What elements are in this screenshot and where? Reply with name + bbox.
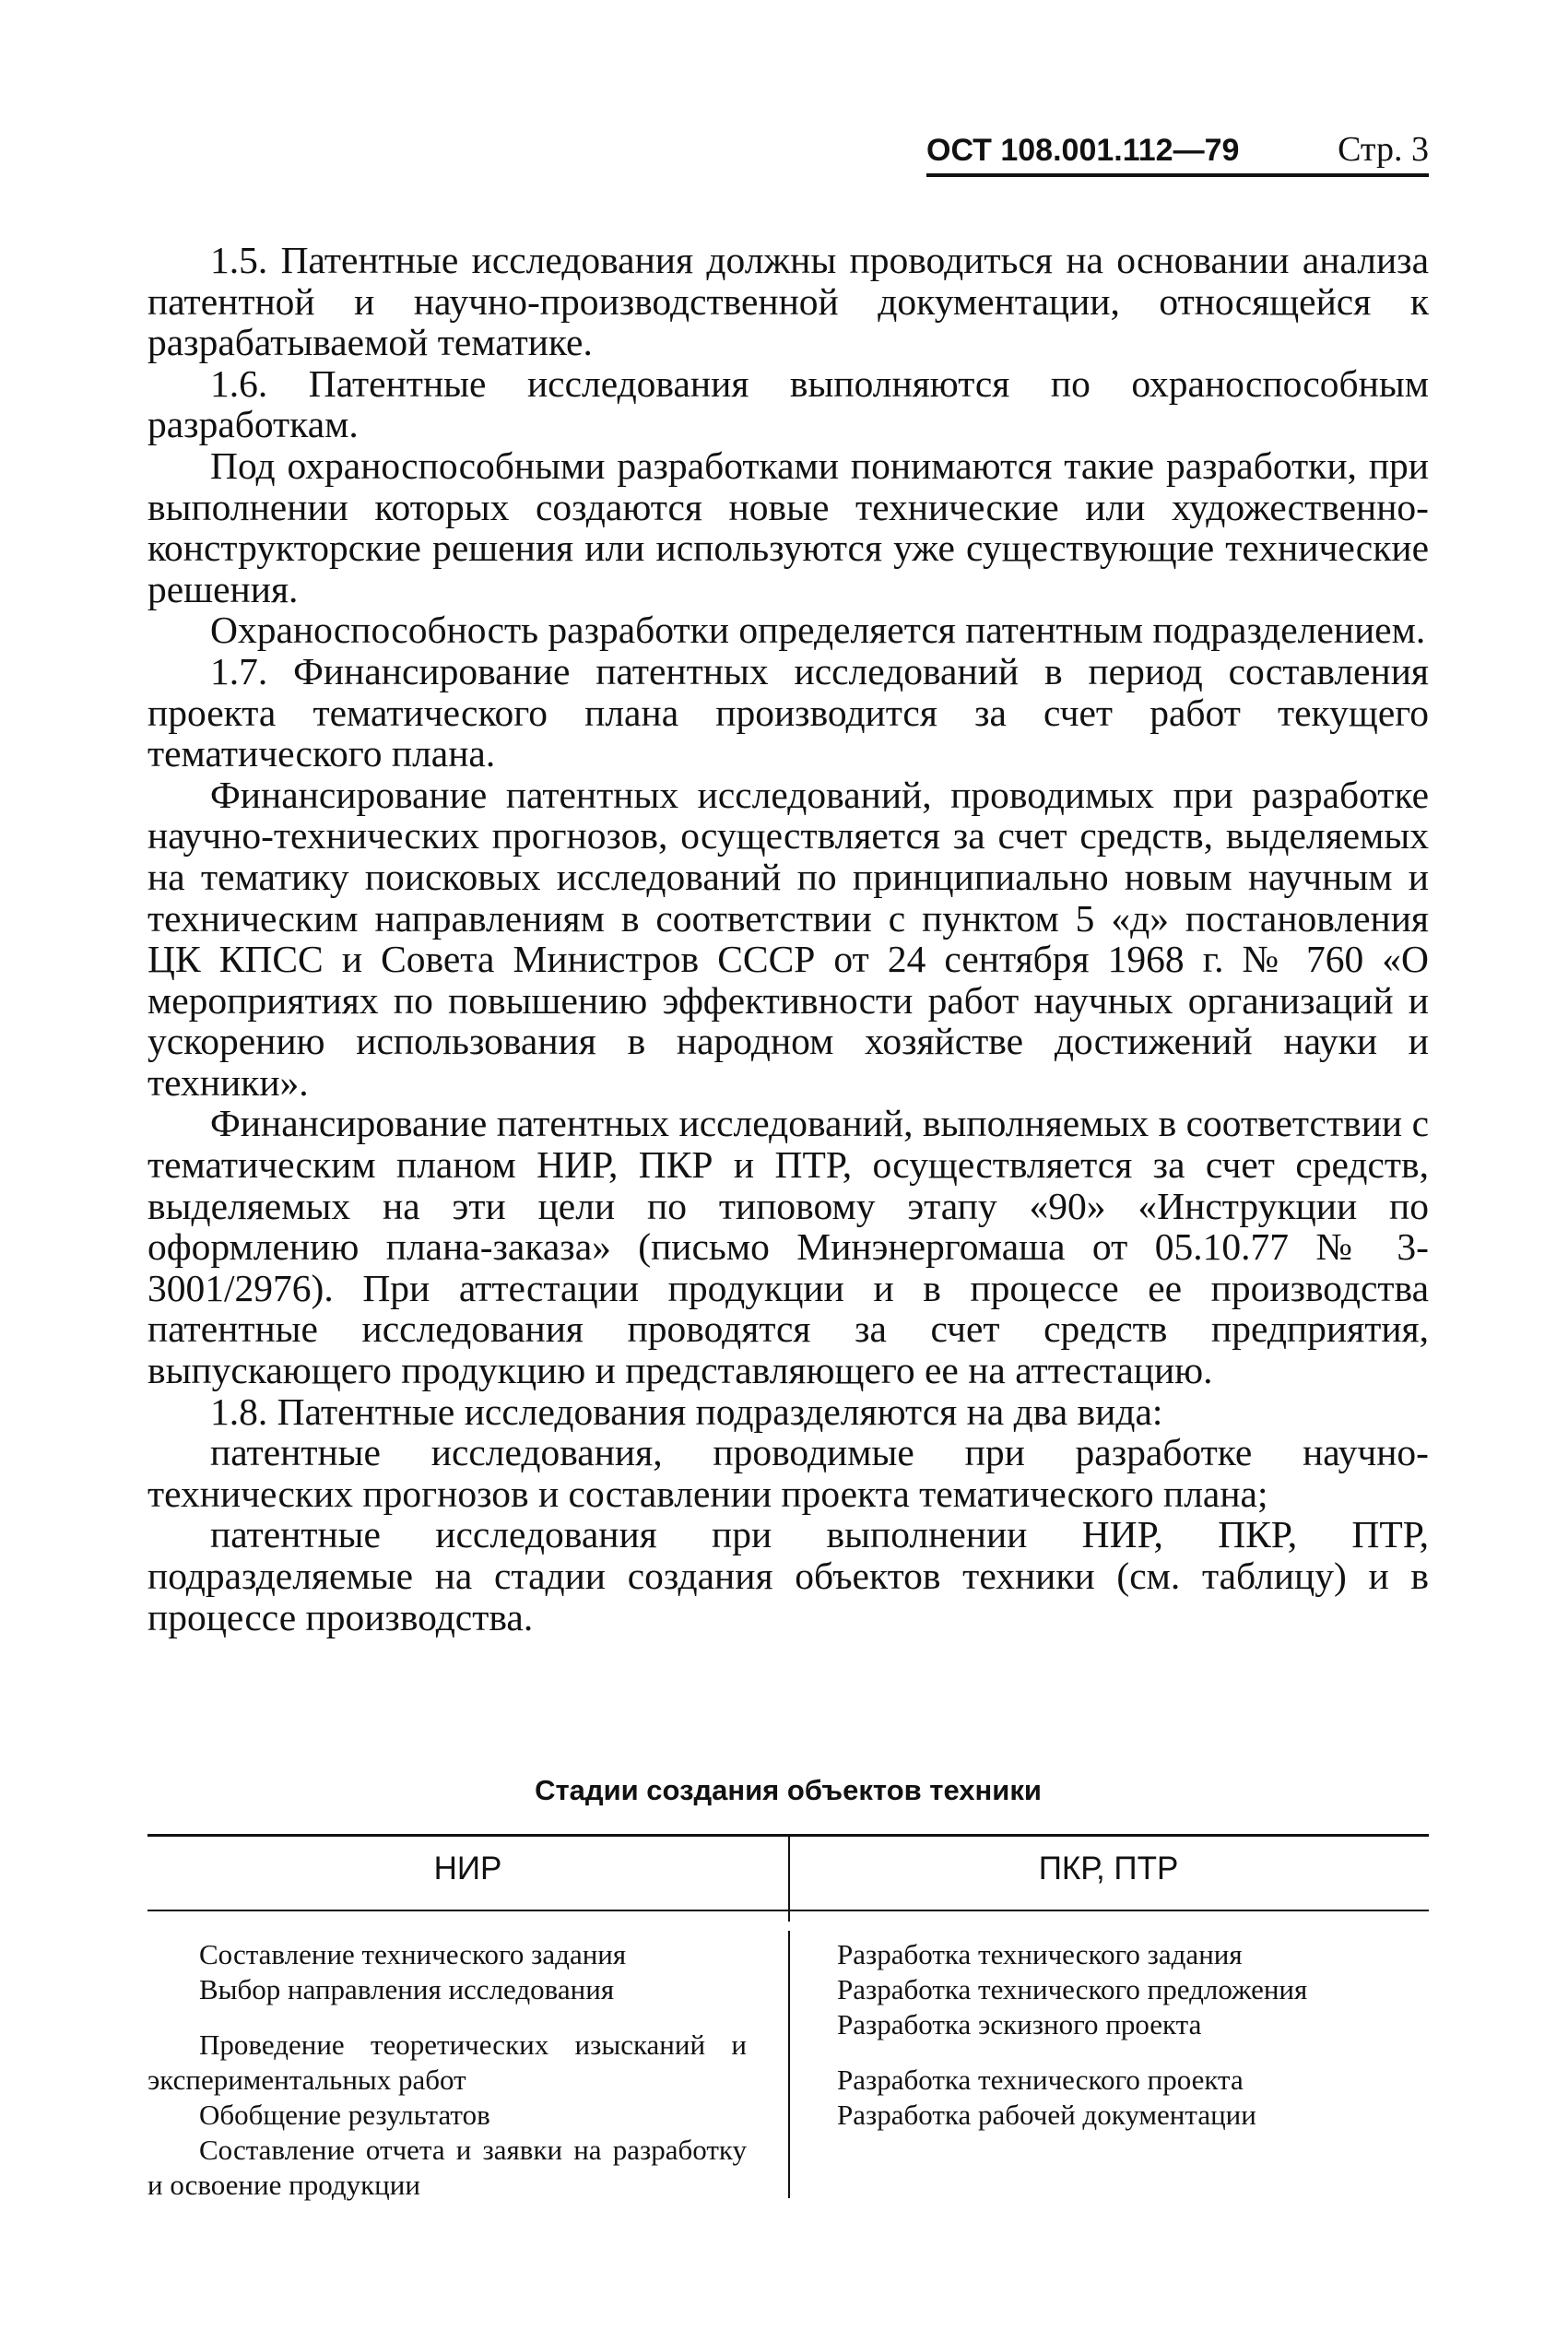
table-body-divider xyxy=(788,1931,790,2198)
pkr-ptr-stage-item: Разработка рабочей документации xyxy=(837,2099,1256,2131)
paragraph-1-5: 1.5. Патентные исследования должны проводиться на основании анализа патентной и научно-производственной документации, относящейся к разрабатываемой тематике. xyxy=(147,239,1429,364)
pkr-ptr-stage-list xyxy=(837,1937,1429,2133)
stages-table xyxy=(147,1834,1429,2203)
paragraph-type-1: патентные исследования, проводимые при разработке научно-технических прогнозов и составлении проекта тематического плана; xyxy=(147,1431,1429,1515)
paragraph-1-7: 1.7. Финансирование патентных исследований в период составления проекта тематического плана производится за счет работ текущего тематического плана. xyxy=(147,649,1429,775)
paragraph-financing-plan: Финансирование патентных исследований, выполняемых в соответствии с тематическим планом НИР, ПКР и ПТР, осуществляется за счет средств, выделяемых на эти цели по типовому этапу «90» «Инструкции по оформлению плана-заказа» (письмо Минэнергомаша от 05.10.77 № 3-3001/2976). При аттестации продукции и в процессе ее производства патентные исследования проводятся за счет средств предприятия, выпускающего продукцию и представляющего ее на аттестацию. xyxy=(147,1102,1429,1392)
paragraph-protectability: Охраноспособность разработки определяется патентным подразделением. xyxy=(210,609,1426,652)
pkr-ptr-stage-item: Разработка эскизного проекта xyxy=(837,2008,1202,2040)
body-text xyxy=(147,240,1429,1638)
pkr-ptr-stage-item: Разработка технического проекта xyxy=(837,2064,1244,2096)
paragraph-financing-forecasts: Финансирование патентных исследований, проводимых при разработке научно-технических прогнозов, осуществляется за счет средств, выделяемых на тематику поисковых исследований по принципиально новым научным и техническим направлениям в соответствии с пунктом 5 «д» постановления ЦК КПСС и Совета Министров СССР от 24 сентября 1968 г. № 760 «О мероприятиях по повышению эффективности работ научных организаций и ускорению использования в народном хозяйстве достижений науки и техники». xyxy=(147,773,1429,1104)
page-number: Стр. 3 xyxy=(1338,130,1429,169)
paragraph-1-8: 1.8. Патентные исследования подразделяются на два вида: xyxy=(210,1390,1163,1433)
nir-stage-item: Обобщение результатов xyxy=(199,2099,490,2131)
document-code: ОСТ 108.001.112—79 xyxy=(926,133,1240,168)
table-title: Стадии создания объектов техники xyxy=(535,1774,1042,1806)
nir-stage-item: Проведение теоретических изысканий и экспериментальных работ xyxy=(147,2028,747,2096)
page-header xyxy=(926,129,1429,177)
column-header-pkr-ptr: ПКР, ПТР xyxy=(1038,1851,1179,1886)
pkr-ptr-stage-item: Разработка технического предложения xyxy=(837,1973,1308,2005)
column-header-nir: НИР xyxy=(433,1851,502,1886)
paragraph-protectable-def: Под охраноспособными разработками понимаются такие разработки, при выполнении которых создаются новые технические или художественно-конструкторские решения или используются уже существующие технические решения. xyxy=(147,444,1429,610)
nir-stage-item: Составление отчета и заявки на разработку и освоение продукции xyxy=(147,2134,747,2201)
nir-stage-item: Выбор направления исследования xyxy=(199,1973,615,2005)
nir-stage-list xyxy=(147,1937,747,2203)
paragraph-1-6: 1.6. Патентные исследования выполняются по охраноспособным разработкам. xyxy=(147,361,1429,446)
paragraph-type-2: патентные исследования при выполнении НИР, ПКР, ПТР, подразделяемые на стадии создания объектов техники (см. таблицу) и в процессе производства. xyxy=(147,1513,1429,1638)
pkr-ptr-stage-item: Разработка технического задания xyxy=(837,1938,1243,1970)
nir-stage-item: Составление технического задания xyxy=(199,1938,627,1970)
